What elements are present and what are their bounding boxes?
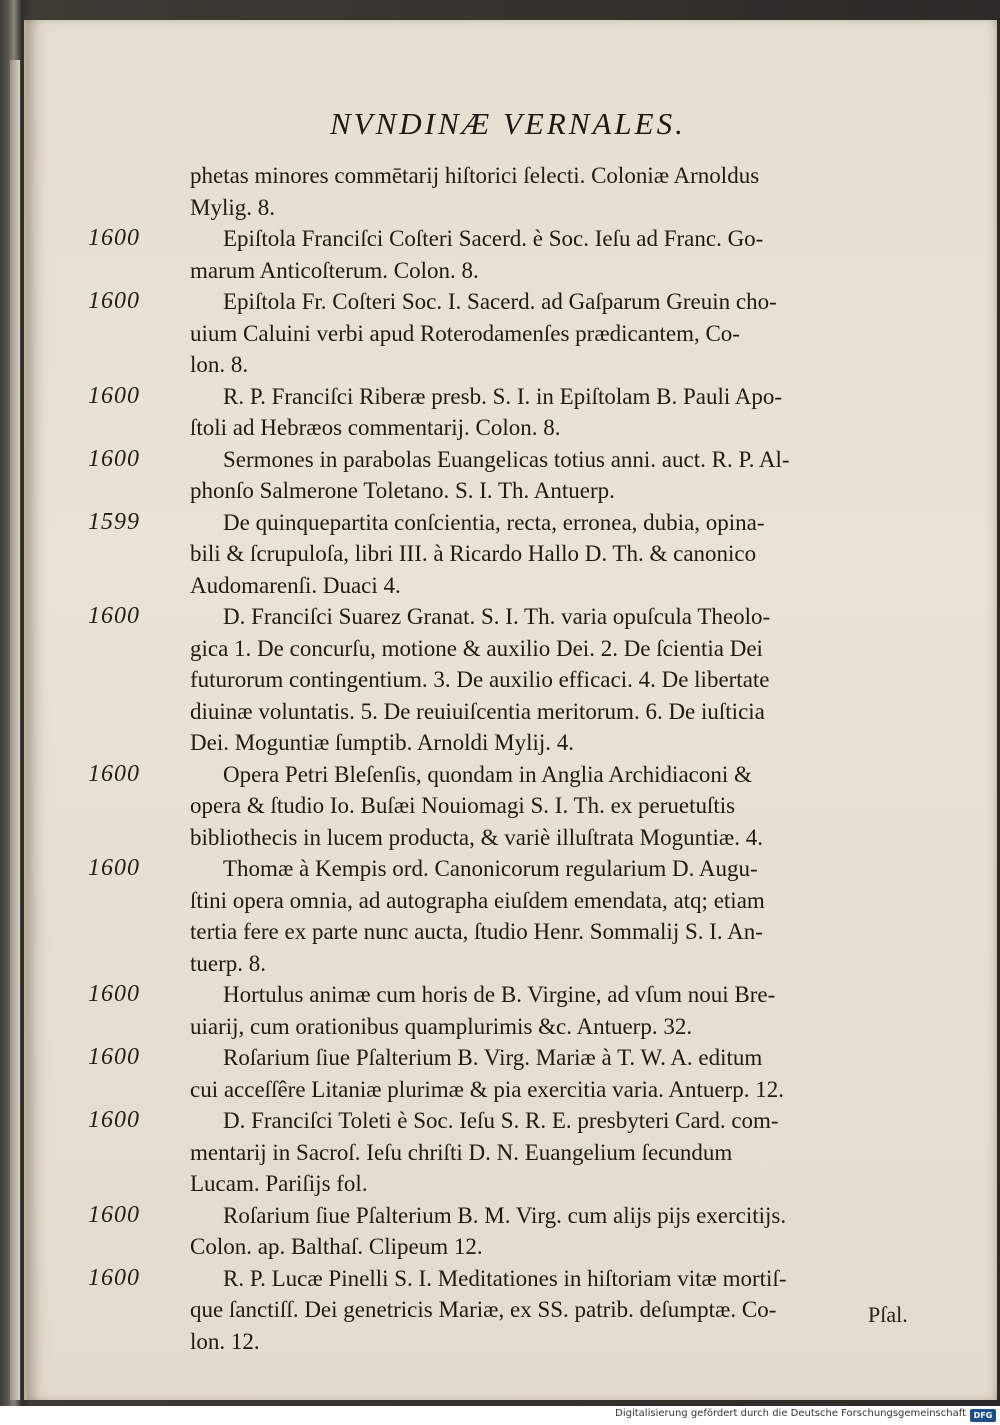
entry-line: ſtoli ad Hebræos commentarij. Colon. 8. (190, 415, 561, 440)
entry-text (190, 1042, 910, 1105)
entry-line: bibliothecis in lucem producta, & variè illuſtrata Moguntiæ. 4. (190, 824, 763, 850)
entry-line: R. P. Lucæ Pinelli S. I. Meditationes in hiſtoriam vitæ mortiſ- (223, 1265, 787, 1291)
entry-text (190, 853, 910, 979)
entry-line: que ſanctiſſ. Dei genetricis Mariæ, ex SS. patrib. deſumptæ. Co- (190, 1297, 777, 1322)
entry-year: 1600 (88, 1044, 140, 1070)
entry-line: D. Franciſci Suarez Granat. S. I. Th. varia opuſcula Theolo- (223, 604, 771, 629)
entry-year: 1600 (88, 288, 140, 314)
entry-text (190, 444, 910, 507)
entry-year: 1600 (88, 981, 140, 1007)
entry-line: Colon. ap. Balthaſ. Clipeum 12. (190, 1234, 483, 1259)
entry-line: diuinæ voluntatis. 5. De reuiuiſcentia meritorum. 6. De iuſticia (190, 698, 765, 724)
entry-line: tertia fere ex parte nunc aucta, ſtudio Henr. Sommalij S. I. An- (190, 919, 763, 944)
entry-year: 1600 (88, 1201, 140, 1228)
running-title: NVNDINÆ VERNALES. (330, 106, 686, 141)
entry-line: Sermones in parabolas Euangelicas totius anni. auct. R. P. Al- (223, 446, 790, 472)
entry-year: 1600 (88, 1107, 140, 1133)
entry-line: phonſo Salmerone Toletano. S. I. Th. Antuerp. (190, 478, 615, 503)
entry-text (190, 507, 910, 602)
entry-line: cui acceſſêre Litaniæ plurimæ & pia exercitia varia. Antuerp. 12. (190, 1076, 784, 1102)
entry-line: Dei. Moguntiæ ſumptib. Arnoldi Mylij. 4. (190, 730, 574, 755)
entry-line: bili & ſcrupuloſa, libri III. à Ricardo Hallo D. Th. & canonico (190, 541, 757, 566)
digitization-footer (0, 1406, 1000, 1425)
entry-text (190, 1105, 910, 1200)
entry-line: uium Caluini verbi apud Roterodamenſes prædicantem, Co- (190, 320, 740, 346)
entry-line: R. P. Franciſci Riberæ presb. S. I. in Epiſtolam B. Pauli Apo- (223, 383, 783, 409)
entry-line: D. Franciſci Toleti è Soc. Ieſu S. R. E. presbyteri Card. com- (223, 1108, 779, 1133)
entry-line: ſtini opera omnia, ad autographa eiuſdem emendata, atq; etiam (190, 887, 765, 913)
dfg-logo: DFG (970, 1409, 996, 1422)
entry-year: 1600 (88, 382, 140, 409)
entry-line: futurorum contingentium. 3. De auxilio efficaci. 4. De libertate (190, 667, 770, 692)
entry-year: 1600 (88, 225, 140, 251)
entry-line: Roſarium ſiue Pſalterium B. M. Virg. cum alijs pijs exercitijs. (223, 1202, 787, 1228)
entry-text (190, 601, 910, 759)
footer-credit: Digitalisierung gefördert durch die Deutsche Forschungsgemeinschaft (615, 1408, 966, 1419)
entry-year: 1599 (88, 508, 140, 535)
entry-line: phetas minores commētarij hiſtorici ſelecti. Coloniæ Arnoldus (190, 163, 760, 188)
entry-line: Lucam. Pariſijs fol. (190, 1171, 368, 1196)
entry-text (190, 160, 910, 223)
entry-year: 1600 (88, 603, 140, 629)
entry-year: 1600 (88, 855, 140, 881)
entry-line: Epiſtola Franciſci Coſteri Sacerd. è Soc. Ieſu ad Franc. Go- (223, 226, 764, 251)
catchword: Pſal. (868, 1302, 908, 1327)
entry-line: Roſarium ſiue Pſalterium B. Virg. Mariæ à T. W. A. editum (223, 1045, 763, 1070)
entry-text (190, 286, 910, 381)
entry-year: 1600 (88, 1264, 140, 1291)
entry-year: 1600 (88, 445, 140, 472)
entry-line: Epiſtola Fr. Coſteri Soc. I. Sacerd. ad Gaſparum Greuin cho- (223, 289, 777, 314)
entry-line: tuerp. 8. (190, 950, 267, 976)
entry-line: De quinquepartita conſcientia, recta, erronea, dubia, opina- (223, 509, 765, 535)
entry-line: marum Anticoſterum. Colon. 8. (190, 257, 479, 283)
entry-text (190, 979, 910, 1042)
entry-line: opera & ſtudio Io. Buſæi Nouiomagi S. I. Th. ex peruetuſtis (190, 793, 736, 818)
entry-text (190, 759, 910, 854)
entry-text (190, 1263, 910, 1358)
entry-line: Mylig. 8. (190, 194, 275, 220)
entry-line: Thomæ à Kempis ord. Canonicorum regularium D. Augu- (223, 856, 758, 881)
entry-text (190, 381, 910, 444)
entry-line: mentarij in Sacroſ. Ieſu chriſti D. N. Euangelium ſecundum (190, 1139, 733, 1165)
entry-text (190, 223, 910, 286)
entry-line: gica 1. De concurſu, motione & auxilio Dei. 2. De ſcientia Dei (190, 635, 763, 661)
entry-line: Audomarenſi. Duaci 4. (190, 572, 401, 598)
entry-line: uiarij, cum orationibus quamplurimis &c. Antuerp. 32. (190, 1013, 693, 1039)
entry-line: lon. 8. (190, 352, 249, 377)
entry-line: Hortulus animæ cum horis de B. Virgine, ad vſum noui Bre- (223, 982, 776, 1007)
entry-line: lon. 12. (190, 1328, 260, 1354)
entry-text (190, 1200, 910, 1263)
entry-line: Opera Petri Bleſenſis, quondam in Anglia Archidiaconi & (223, 761, 752, 787)
entry-year: 1600 (88, 760, 140, 787)
